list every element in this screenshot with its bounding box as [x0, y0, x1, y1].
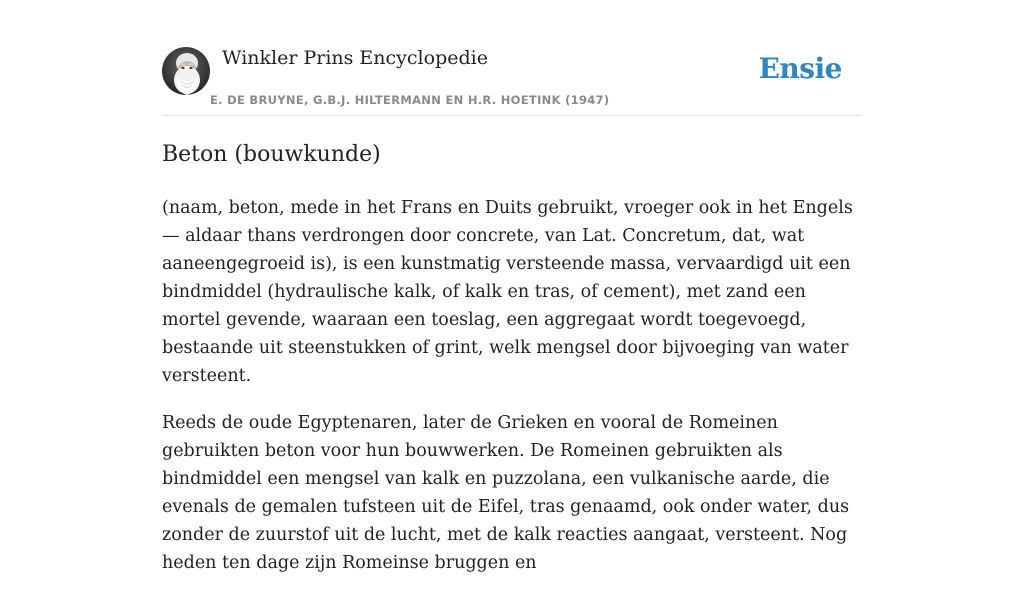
article-title: Beton (bouwkunde) [162, 142, 381, 167]
article-paragraph: (naam, beton, mede in het Frans en Duits gebruikt, vroeger ook in het Engels — aldaar thans verdrongen door concrete, van Lat. Concretum, dat, wat aaneengegroeid is), is een kunstmatig versteende massa, vervaardigd uit een bindmiddel (hydraulische kalk, of kalk en tras, of cement), met zand een mortel gevende, waaraan een toeslag, een aggregaat wordt toegevoegd, bestaande uit steenstukken of grint, welk mengsel door bijvoeging van water versteent. [162, 198, 853, 386]
article [162, 140, 867, 596]
site-header [162, 46, 862, 116]
edition-authors: E. DE BRUYNE, G.B.J. HILTERMANN EN H.R. HOETINK (1947) [210, 93, 610, 107]
ensie-logo-link[interactable]: Ensie [758, 52, 842, 85]
article-paragraph: Reeds de oude Egyptenaren, later de Grieken en vooral de Romeinen gebruikten beton voor hun bouwwerken. De Romeinen gebruikten als bindmiddel een mengsel van kalk en puzzolana, een vulkanische aarde, die evenals de gemalen tufsteen uit de Eifel, tras genaamd, ook onder water, dus zonder de zuurstof uit de lucht, met de kalk reacties aangaat, versteent. Nog heden ten dage zijn Romeinse bruggen en [162, 413, 850, 573]
bearded-man-portrait-icon[interactable] [162, 47, 210, 95]
site-title[interactable]: Winkler Prins Encyclopedie [222, 47, 488, 69]
